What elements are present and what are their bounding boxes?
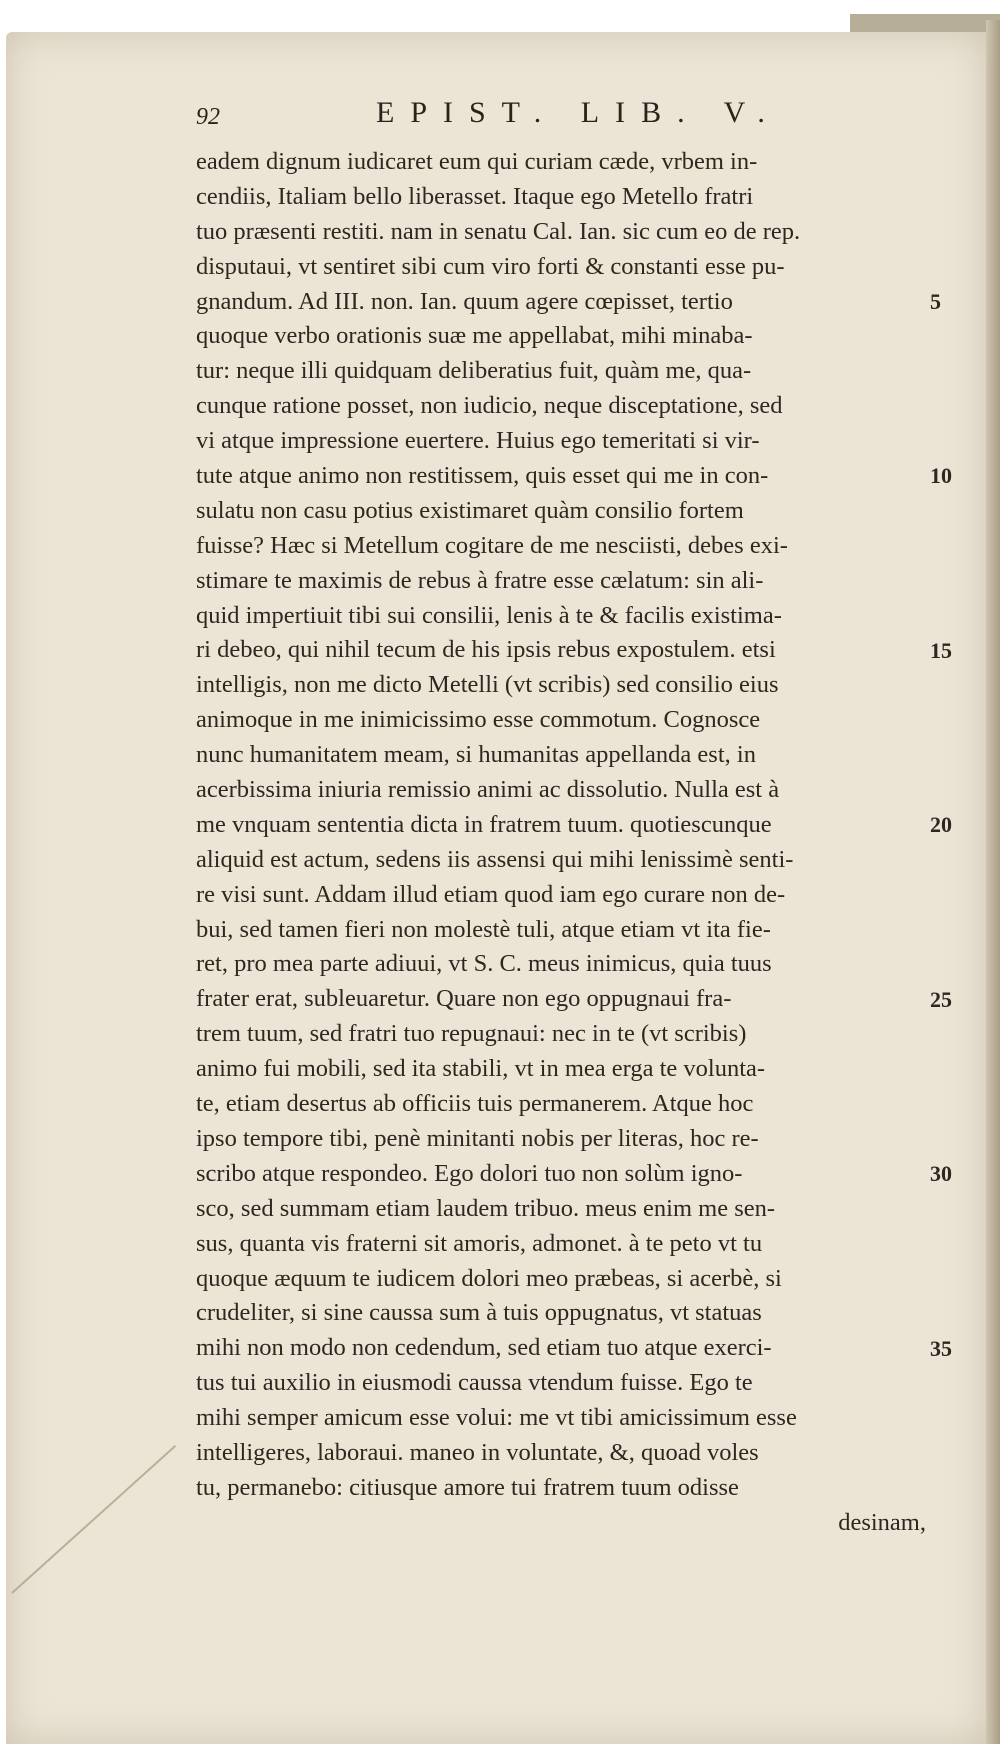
text-line: acerbissima iniuria remissio animi ac dissolutio. Nulla est à [196,776,780,804]
text-line: quid impertiuit tibi sui consilii, lenis à te & facilis existima- [196,601,782,629]
text-line: vi atque impressione euertere. Huius ego temeritati si vir- [196,427,760,455]
text-line: tute atque animo non restitissem, quis esset qui me in con- [196,462,769,490]
text-line: animoque in me inimicissimo esse commotum. Cognosce [196,706,761,734]
running-head [196,96,816,140]
text-line: ri debeo, qui nihil tecum de his ipsis rebus expostulem. etsi [196,636,776,664]
text-line: quoque verbo orationis suæ me appellabat, mihi minaba- [196,322,753,350]
margin-line-number: 5 [930,288,941,314]
text-line: sus, quanta vis fraterni sit amoris, admonet. à te peto vt tu [196,1229,763,1257]
text-line: eadem dignum iudicaret eum qui curiam cæde, vrbem in- [196,148,758,175]
text-line: gnandum. Ad III. non. Ian. quum agere cœpisset, tertio [196,287,733,315]
text-line: intelligis, non me dicto Metelli (vt scribis) sed consilio eius [196,671,779,699]
page-edge-right [986,20,1000,1744]
margin-line-number: 20 [930,812,952,838]
text-line: me vnquam sententia dicta in fratrem tuum. quotiescunque [196,810,772,838]
running-title: EPIST. LIB. V. [376,96,781,129]
text-line: fuisse? Hæc si Metellum cogitare de me nesciisti, debes exi- [196,531,788,559]
text-line: sco, sed summam etiam laudem tribuo. meus enim me sen- [196,1194,776,1222]
body-text [196,145,936,1541]
text-line: stimare te maximis de rebus à fratre esse cælatum: sin ali- [196,566,764,594]
text-line: nunc humanitatem meam, si humanitas appellanda est, in [196,741,756,769]
text-line: frater erat, subleuaretur. Quare non ego oppugnaui fra- [196,985,732,1013]
catchword: desinam, [838,1508,926,1536]
margin-line-number: 10 [930,463,952,489]
text-line: ipso tempore tibi, penè minitanti nobis per literas, hoc re- [196,1124,759,1152]
text-line: cunque ratione posset, non iudicio, neque disceptatione, sed [196,392,783,420]
text-line: tuo præsenti restiti. nam in senatu Cal. Ian. sic cum eo de rep. [196,217,801,245]
text-line: mihi non modo non cedendum, sed etiam tuo atque exerci- [196,1334,772,1362]
text-line: bui, sed tamen fieri non molestè tuli, atque etiam vt ita fie- [196,915,771,943]
text-line: ret, pro mea parte adiuui, vt S. C. meus inimicus, quia tuus [196,950,772,978]
text-line: sulatu non casu potius existimaret quàm consilio fortem [196,496,744,524]
text-line: tus tui auxilio in eiusmodi caussa vtendum fuisse. Ego te [196,1369,753,1397]
text-line: tur: neque illi quidquam deliberatius fuit, quàm me, qua- [196,357,752,385]
text-line: te, etiam desertus ab officiis tuis permanerem. Atque hoc [196,1090,754,1118]
page-edge-top [850,14,1000,34]
page-fold-mark [11,1445,176,1594]
text-line: disputaui, vt sentiret sibi cum viro forti & constanti esse pu- [196,252,785,280]
text-line: re visi sunt. Addam illud etiam quod iam ego curare non de- [196,880,786,908]
text-line: animo fui mobili, sed ita stabili, vt in mea erga te volunta- [196,1055,766,1083]
text-line: mihi semper amicum esse volui: me vt tibi amicissimum esse [196,1404,797,1432]
text-line: aliquid est actum, sedens iis assensi qui mihi lenissimè senti- [196,845,794,873]
text-line: intelligeres, laboraui. maneo in voluntate, &, quoad voles [196,1438,759,1466]
page-number: 92 [196,104,220,130]
text-line: quoque æquum te iudicem dolori meo præbeas, si acerbè, si [196,1264,782,1292]
text-line: scribo atque respondeo. Ego dolori tuo non solùm igno- [196,1159,743,1187]
margin-line-number: 25 [930,986,952,1012]
margin-line-number: 35 [930,1335,952,1361]
text-line: cendiis, Italiam bello liberasset. Itaque ego Metello fratri [196,182,754,210]
text-line: crudeliter, si sine caussa sum à tuis oppugnatus, vt statuas [196,1299,762,1327]
text-line: trem tuum, sed fratri tuo repugnaui: nec in te (vt scribis) [196,1020,747,1048]
margin-line-number: 15 [930,637,952,663]
text-line: tu, permanebo: citiusque amore tui fratrem tuum odisse [196,1473,739,1501]
margin-line-number: 30 [930,1161,952,1187]
